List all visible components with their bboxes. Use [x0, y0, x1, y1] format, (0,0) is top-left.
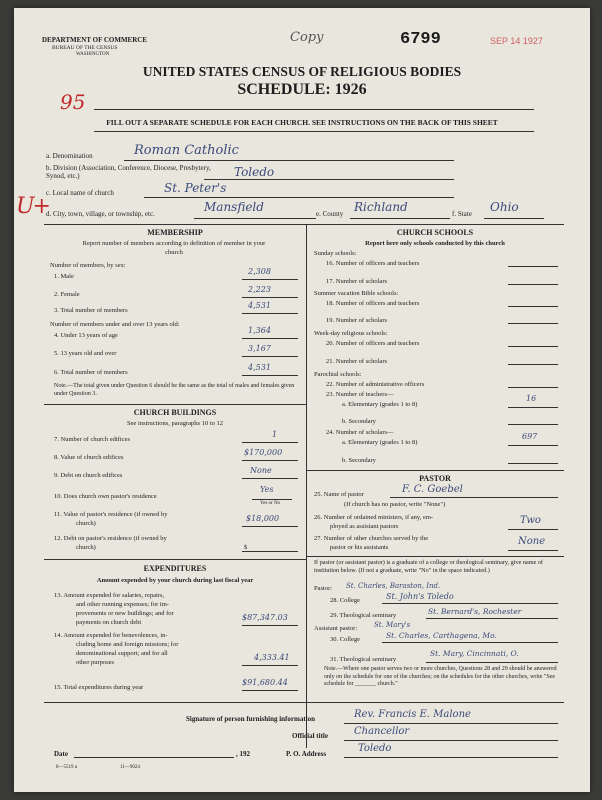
- q31-label: 31. Theological seminary: [330, 656, 397, 663]
- q12-dollar: $: [244, 544, 248, 551]
- received-stamp: SEP 14 1927: [490, 36, 543, 46]
- q2-label: 2. Female: [54, 291, 80, 298]
- q15-label: 15. Total expenditures during year: [54, 684, 144, 691]
- q17-label: 17. Number of scholars: [326, 278, 388, 285]
- q23a-label: a. Elementary (grades 1 to 8): [342, 401, 418, 408]
- date-label: Date: [54, 750, 68, 758]
- q30-label: 30. College: [330, 636, 360, 643]
- q26-value: Two: [520, 515, 541, 526]
- membership-intro: Report number of members according to definition of member in your church: [82, 240, 266, 256]
- form-number: 6799: [400, 30, 441, 49]
- q23b-label: b. Secondary: [342, 418, 376, 425]
- q15-value: $91,680.44: [242, 678, 288, 687]
- po-address-label: P. O. Address: [286, 750, 327, 758]
- q21-label: 21. Number of scholars: [326, 358, 388, 365]
- official-title-value: Chancellor: [354, 726, 410, 737]
- q16-label: 16. Number of officers and teachers: [326, 260, 420, 267]
- q3-label: 3. Total number of members: [54, 307, 128, 314]
- q9-label: 9. Debt on church edifices: [54, 472, 123, 479]
- q8-label: 8. Value of church edifices: [54, 454, 124, 461]
- city-label: WASHINGTON: [76, 52, 110, 57]
- q1-value: 2,308: [248, 267, 271, 276]
- q25-value: F. C. Goebel: [402, 484, 463, 495]
- department-label: DEPARTMENT OF COMMERCE: [42, 36, 148, 44]
- q13-label-d: payments on church debt: [76, 619, 142, 626]
- q14-label-b: cluding home and foreign missions; for: [76, 641, 179, 648]
- q24b-label: b. Secondary: [342, 457, 376, 464]
- red-mark: 95: [60, 90, 86, 114]
- membership-note: Note.—The total given under Question 6 should be the same as the total of males and females given under Question 3.: [54, 383, 295, 397]
- q30-value: St. Charles, Carthagena, Mo.: [386, 631, 497, 640]
- q11-label-a: 11. Value of pastor's residence (if owned by: [54, 511, 168, 518]
- q26-label-b: ployed as assistant pastors: [330, 523, 399, 530]
- q7-label: 7. Number of church edifices: [54, 436, 130, 443]
- division-label: b. Division (Association, Conference, Diocese, Presbytery, Synod, etc.): [46, 164, 211, 180]
- q2-value: 2,223: [248, 285, 271, 294]
- form-instruction: FILL OUT A SEPARATE SCHEDULE FOR EACH CHURCH. SEE INSTRUCTIONS ON THE BACK OF THIS SHEET: [106, 118, 498, 127]
- sunday-schools-label: Sunday schools:: [314, 250, 357, 257]
- q10-value: Yes: [260, 485, 274, 494]
- q14-label-d: other purposes: [76, 659, 115, 666]
- city-label: d. City, town, village, or township, etc.: [46, 210, 155, 218]
- q22-label: 22. Number of administrative officers: [326, 381, 425, 388]
- buildings-heading: CHURCH BUILDINGS: [133, 408, 217, 417]
- q24a-value: 697: [522, 432, 538, 441]
- expenditures-sub: Amount expended by your church during last fiscal year: [96, 577, 254, 584]
- q11-value: $18,000: [246, 514, 280, 523]
- form-subtitle: SCHEDULE: 1926: [237, 81, 367, 98]
- q20-label: 20. Number of officers and teachers: [326, 340, 420, 347]
- q5-label: 5. 13 years old and over: [54, 350, 117, 357]
- q18-label: 18. Number of officers and teachers: [326, 300, 420, 307]
- weekday-schools-label: Week-day religious schools:: [314, 330, 388, 337]
- q14-value: 4,333.41: [254, 653, 290, 662]
- summer-schools-label: Summer vacation Bible schools:: [314, 290, 399, 297]
- signature-label: Signature of person furnishing information: [186, 715, 315, 723]
- q19-label: 19. Number of scholars: [326, 317, 388, 324]
- q1-label: 1. Male: [54, 273, 74, 280]
- expenditures-heading: EXPENDITURES: [143, 564, 207, 573]
- assistant-pastor-sublabel: Assistant pastor:: [314, 625, 358, 632]
- members-by-age: Number of members under and over 13 years old:: [50, 321, 180, 328]
- q13-label-c: provements or new buildings; and for: [76, 610, 174, 617]
- bureau-label: BUREAU OF THE CENSUS: [52, 45, 118, 51]
- q23a-value: 16: [526, 394, 537, 403]
- q10-label: 10. Does church own pastor's residence: [54, 493, 157, 500]
- q29-value: St. Bernard's, Rochester: [428, 607, 522, 616]
- q28-value: St. John's Toledo: [386, 592, 454, 601]
- pastor-heading: PASTOR: [419, 474, 451, 483]
- assistant-pastor-education: St. Mary's: [374, 621, 411, 629]
- local-name-value: St. Peter's: [164, 181, 227, 195]
- q27-label-a: 27. Number of other churches served by the: [314, 535, 429, 542]
- county-label: e. County: [316, 210, 344, 218]
- division-value: Toledo: [234, 165, 275, 179]
- q4-label: 4. Under 13 years of age: [54, 332, 118, 339]
- q29-label: 29. Theological seminary: [330, 612, 397, 619]
- q9-value: None: [250, 466, 272, 475]
- q25-label: 25. Name of pastor: [314, 491, 364, 498]
- q26-label-a: 26. Number of ordained ministers, if any, em-: [314, 514, 434, 521]
- local-name-label: c. Local name of church: [46, 189, 114, 197]
- q24a-label: a. Elementary (grades 1 to 8): [342, 439, 418, 446]
- q6-value: 4,531: [248, 363, 271, 372]
- q12-label-b: church): [76, 544, 96, 551]
- q14-label-c: denominational support; and for all: [76, 650, 168, 657]
- city-value: Mansfield: [204, 200, 264, 214]
- q13-label-b: and other running expenses; for im-: [76, 601, 169, 608]
- denomination-value: Roman Catholic: [134, 143, 239, 158]
- q28-label: 28. College: [330, 597, 360, 604]
- q8-value: $170,000: [244, 448, 283, 457]
- q14-label-a: 14. Amount expended for benevolences, in-: [54, 632, 168, 639]
- form-code-1: 8—5519 a: [56, 765, 77, 770]
- pastor-education: St. Charles, Baraston, Ind.: [346, 582, 441, 590]
- q31-value: St. Mary, Cincinnati, O.: [430, 649, 519, 658]
- q13-label-a: 13. Amount expended for salaries, repairs,: [54, 592, 165, 599]
- county-value: Richland: [354, 200, 408, 214]
- yes-or-no-hint: Yes or No: [260, 501, 281, 506]
- copy-note: Copy: [290, 30, 324, 45]
- form-code-2: 11—9024: [120, 765, 140, 770]
- q25-note: (If church has no pastor, write "None"): [344, 501, 446, 508]
- po-address-value: Toledo: [358, 743, 392, 754]
- graduate-note: If pastor (or assistant pastor) is a graduate of a college or theological seminary, give name of institution below. (If not a graduate, write "No" in the space indicated.): [314, 559, 543, 574]
- buildings-sub: See instructions, paragraphs 10 to 12: [126, 420, 224, 427]
- signature-value: Rev. Francis E. Malone: [354, 709, 471, 720]
- pastor-note: Note.—Where one pastor serves two or more churches, Questions 28 and 29 should be answered only on the schedule for one of the churches; on the schedules for the other churches, write "See schedule for _______ church.": [324, 666, 557, 687]
- form-title: UNITED STATES CENSUS OF RELIGIOUS BODIES: [142, 64, 462, 79]
- q4-value: 1,364: [248, 326, 271, 335]
- pastor-sublabel: Pastor:: [314, 585, 333, 592]
- parochial-schools-label: Parochial schools:: [314, 371, 362, 378]
- membership-heading: MEMBERSHIP: [147, 228, 203, 237]
- schools-intro: Report here only schools conducted by this church: [365, 240, 505, 247]
- q3-value: 4,531: [248, 301, 271, 310]
- date-year: , 192: [236, 750, 250, 758]
- official-title-label: Official title: [292, 732, 328, 740]
- q12-label-a: 12. Debt on pastor's residence (if owned by: [54, 535, 167, 542]
- margin-marks: U+: [16, 194, 49, 219]
- q13-value: $87,347.03: [242, 613, 288, 622]
- state-value: Ohio: [490, 200, 519, 214]
- q24-label: 24. Number of scholars—: [326, 429, 394, 436]
- q7-value: 1: [272, 430, 278, 439]
- q5-value: 3,167: [248, 344, 271, 353]
- q27-value: None: [518, 536, 546, 547]
- denomination-label: a. Denomination: [46, 152, 93, 160]
- q23-label: 23. Number of teachers—: [326, 391, 394, 398]
- q11-label-b: church): [76, 520, 96, 527]
- census-schedule-sheet: [14, 8, 590, 792]
- q6-label: 6. Total number of members: [54, 369, 128, 376]
- schools-heading: CHURCH SCHOOLS: [396, 228, 474, 237]
- members-by-sex: Number of members, by sex:: [50, 262, 126, 269]
- state-label: f. State: [452, 210, 472, 218]
- q27-label-b: pastor or his assistants: [330, 544, 389, 551]
